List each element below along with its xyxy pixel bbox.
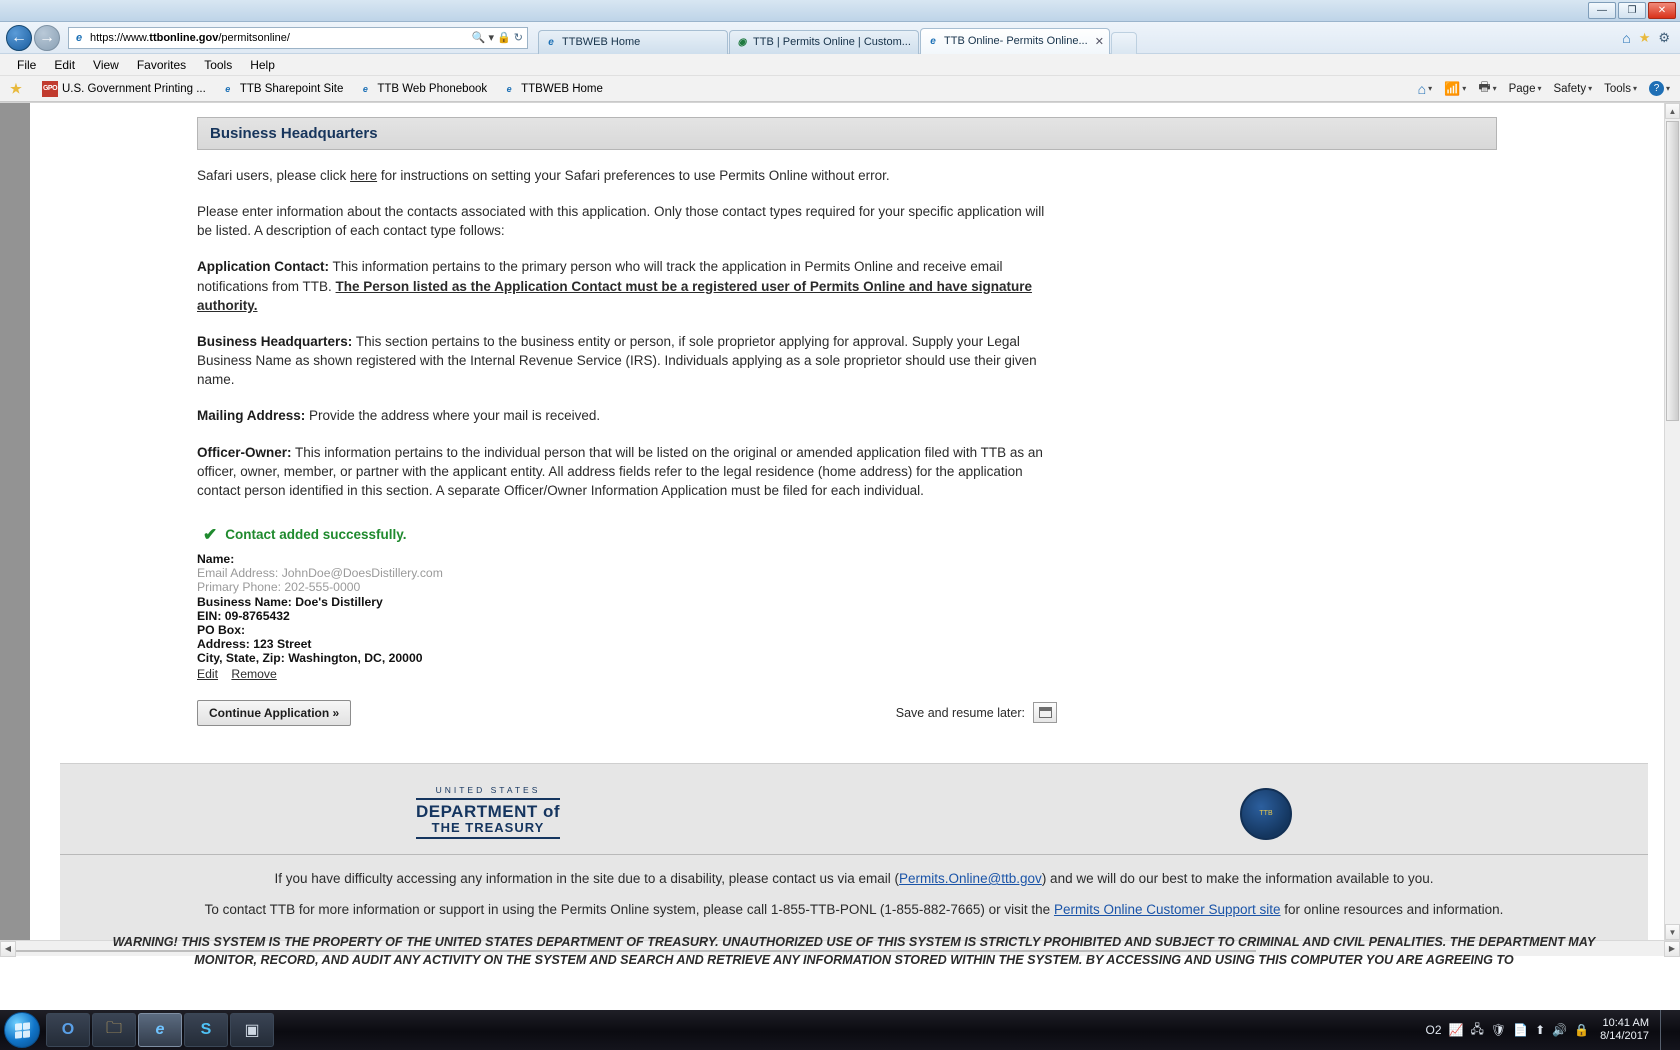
page-footer xyxy=(60,763,1648,968)
back-button[interactable]: ← xyxy=(6,25,32,51)
safari-instructions-link[interactable]: here xyxy=(350,168,378,183)
application-contact-label: Application Contact: xyxy=(197,259,329,275)
favorite-ttb-sharepoint-site[interactable]: e TTB Sharepoint Site xyxy=(220,81,344,97)
skype-icon: S xyxy=(200,1021,212,1038)
ttb-seal-icon: TTB xyxy=(1240,788,1292,840)
page-viewport xyxy=(0,102,1680,968)
home-button[interactable] xyxy=(1414,80,1436,98)
tray-icon-document[interactable]: 📄 xyxy=(1513,1023,1529,1037)
contact-phone-row: Primary Phone: 202-555-0000 xyxy=(197,580,361,595)
tray-icon-o2[interactable]: O2 xyxy=(1425,1023,1442,1037)
window-titlebar xyxy=(0,0,1680,22)
contact-address-row: Address: 123 Street xyxy=(197,637,312,652)
scroll-left-arrow-icon[interactable]: ◀ xyxy=(0,941,16,957)
maximize-button[interactable]: ❐ xyxy=(1618,2,1646,19)
contact-pobox-row: PO Box: xyxy=(197,622,246,637)
window-icon: ▣ xyxy=(244,1022,260,1039)
contact-city-state-zip-row: City, State, Zip: Washington, DC, 20000 xyxy=(197,651,423,666)
start-button[interactable] xyxy=(4,1012,40,1048)
gear-icon[interactable]: ⚙ xyxy=(1658,29,1670,45)
customer-support-site-link[interactable]: Permits Online Customer Support site xyxy=(1053,902,1281,917)
favorites-icon[interactable]: ★ xyxy=(1638,29,1651,45)
tab-permits-online-customer[interactable]: ◉ TTB | Permits Online | Custom... xyxy=(729,30,919,54)
outlook-icon: O xyxy=(61,1021,75,1038)
favorite-ttb-web-phonebook[interactable]: e TTB Web Phonebook xyxy=(357,81,487,97)
browser-toolbar-right xyxy=(1622,30,1674,46)
tray-icon-shield[interactable]: 🛡 xyxy=(1490,1023,1507,1037)
form-actions xyxy=(197,700,1057,726)
divider xyxy=(60,854,1648,855)
taskbar-item-window[interactable] xyxy=(230,1013,274,1047)
check-icon: ✔ xyxy=(203,525,218,545)
page-left-gutter xyxy=(0,103,30,940)
system-warning-text: WARNING! THIS SYSTEM IS THE PROPERTY OF THE UNITED STATES DEPARTMENT OF TREASURY. UNAUTHORIZED USE OF THIS SYSTEM IS STRICTLY PROHIBITED AND SUBJECT TO CRIMINAL AND CIVIL PENALITIES. THE DEPARTMENT MAY MONITOR, RECORD, AND AUDIT ANY ACTIVITY ON THE SYSTEM AND SEARCH AND RETRIEVE ANY INFORMATION STORED WITHIN THE SYSTEM. BY ACCESSING AND USING THIS COMPUTER YOU ARE AGREEING TO xyxy=(112,935,1596,968)
menu-favorites[interactable]: Favorites xyxy=(136,57,187,72)
system-tray xyxy=(1426,1010,1676,1050)
safari-notice: Safari users, please click here for instructions on setting your Safari preferences to use Permits Online without error. xyxy=(197,168,890,183)
safety-menu[interactable]: Safety ▾ xyxy=(1553,82,1593,95)
save-and-resume-label: Save and resume later: xyxy=(895,705,1025,720)
gpo-icon: GPO xyxy=(42,81,58,97)
page-content-region xyxy=(30,103,1664,968)
lock-icon: 🔒 xyxy=(497,32,511,44)
chevron-down-icon[interactable]: ▾ xyxy=(1462,84,1467,93)
chevron-down-icon[interactable]: ▾ xyxy=(1632,84,1637,93)
show-desktop-button[interactable] xyxy=(1660,1010,1670,1050)
menu-file[interactable]: File xyxy=(17,57,37,72)
ie-icon: e xyxy=(548,36,554,48)
windows-logo-icon xyxy=(15,1022,30,1039)
application-contact-description: Application Contact: This information pertains to the primary person who will track the application in Permits Online and receive email notifications from TTB. The Person listed as the Application Contact must be a registered user of Permits Online and have signature authority. xyxy=(197,259,1032,313)
save-icon[interactable] xyxy=(1033,702,1057,723)
contact-summary xyxy=(197,553,1497,682)
application-content xyxy=(197,103,1497,726)
menu-help[interactable]: Help xyxy=(250,57,275,72)
taskbar-item-skype[interactable] xyxy=(184,1013,228,1047)
close-icon[interactable]: ✕ xyxy=(1094,35,1104,48)
favorites-star-button[interactable] xyxy=(8,81,28,97)
remove-contact-link[interactable]: Remove xyxy=(231,667,277,682)
contact-business-row: Business Name: Doe's Distillery xyxy=(197,594,383,609)
clock-time: 10:41 AM xyxy=(1602,1017,1649,1030)
ie-icon: e xyxy=(155,1021,165,1038)
permits-online-email-link[interactable]: Permits.Online@ttb.gov xyxy=(899,871,1042,886)
status-banner xyxy=(203,526,1497,543)
ie-icon: e xyxy=(362,83,368,94)
scroll-right-arrow-icon[interactable]: ▶ xyxy=(1664,941,1680,957)
intro-paragraph: Please enter information about the contacts associated with this application. Only those contact types required for your specific application will be listed. A description of each contact type follows: xyxy=(197,204,1045,239)
save-and-resume xyxy=(896,702,1057,723)
close-button[interactable]: ✕ xyxy=(1648,2,1676,19)
contact-actions xyxy=(197,668,1497,681)
ie-icon: e xyxy=(930,35,936,47)
address-bar[interactable] xyxy=(68,27,528,49)
folder-icon: 🗀 xyxy=(105,1019,122,1037)
contact-name-row: Name: xyxy=(197,552,235,567)
chevron-down-icon[interactable]: ▾ xyxy=(1588,84,1593,93)
business-headquarters-description: Business Headquarters: This section pertains to the business entity or person, if sole proprietor applying for approval. Supply your Legal Business Name as shown registered with the Internal Revenue Service (IRS). Individuals applying as a sole proprietor should use their given name. xyxy=(197,333,1037,388)
browser-navigation-bar xyxy=(0,22,1680,54)
tools-menu[interactable]: Tools ▾ xyxy=(1604,82,1637,95)
menu-edit[interactable]: Edit xyxy=(54,57,76,72)
tab-ttbweb-home[interactable]: e TTBWEB Home xyxy=(538,30,728,54)
minimize-button[interactable]: — xyxy=(1588,2,1616,19)
ie-icon: e xyxy=(506,83,512,94)
chevron-down-icon[interactable]: ▾ xyxy=(488,32,495,44)
tray-icon-volume[interactable]: 🔊 xyxy=(1552,1023,1568,1037)
treasury-wordmark: UNITED STATES DEPARTMENT of THE TREASURY xyxy=(416,786,560,842)
tab-strip xyxy=(538,22,1137,54)
chevron-down-icon[interactable]: ▾ xyxy=(1492,84,1497,93)
chevron-down-icon[interactable]: ▾ xyxy=(1537,84,1542,93)
search-icon[interactable]: 🔍 xyxy=(471,32,486,44)
menu-bar xyxy=(0,54,1680,76)
favorites-bar xyxy=(0,76,1680,102)
divider xyxy=(416,798,560,800)
clock-date: 8/14/2017 xyxy=(1600,1030,1649,1042)
tray-icon-updates[interactable]: ⬆ xyxy=(1535,1023,1546,1037)
horizontal-scrollbar-thumb[interactable] xyxy=(16,950,1256,952)
menu-tools[interactable]: Tools xyxy=(204,57,233,72)
address-url: https://www.ttbonline.gov/permitsonline/ xyxy=(90,31,290,44)
edit-contact-link[interactable]: Edit xyxy=(197,667,219,682)
divider xyxy=(416,837,560,839)
command-bar xyxy=(1414,77,1680,101)
footer-logos xyxy=(60,778,1648,850)
print-button[interactable] xyxy=(1474,77,1500,101)
chevron-down-icon[interactable]: ▾ xyxy=(1665,84,1670,93)
accessibility-notice: If you have difficulty accessing any information in the site due to a disability, please contact us via email (Permits.Online@ttb.gov) and we will do our best to make the information available to you. xyxy=(274,871,1434,886)
tray-icon-chart[interactable]: 📈 xyxy=(1448,1023,1464,1037)
chevron-down-icon[interactable]: ▾ xyxy=(1428,84,1433,93)
favorite-ttbweb-home[interactable]: e TTBWEB Home xyxy=(501,81,603,97)
windows-taskbar xyxy=(0,1010,1680,1050)
status-message: Contact added successfully. xyxy=(225,527,407,543)
contact-email-row: Email Address: JohnDoe@DoesDistillery.com xyxy=(197,566,443,581)
tray-icon-network[interactable]: 🖧 xyxy=(1470,1021,1484,1036)
business-headquarters-label: Business Headquarters: xyxy=(197,333,353,349)
tab-ttb-online-permits-online[interactable]: e TTB Online- Permits Online... ✕ xyxy=(920,28,1110,54)
page-title: Business Headquarters xyxy=(197,117,1497,150)
vertical-scrollbar[interactable] xyxy=(1664,103,1680,940)
page-menu[interactable]: Page ▾ xyxy=(1508,82,1542,95)
help-icon: ? xyxy=(1649,81,1664,96)
officer-owner-description: Officer-Owner: This information pertains to the individual person that will be listed on the original or amended application filed with TTB as an officer, owner, member, or partner with the applicant entity. All address fields refer to the legal residence (home address) for the application contact person identified in this section. A separate Officer/Owner Information Application must be filed for each individual. xyxy=(197,444,1043,498)
green-site-icon: ◉ xyxy=(737,36,747,48)
star-icon: ★ xyxy=(10,80,22,96)
contact-ein-row: EIN: 09-8765432 xyxy=(197,608,290,623)
scroll-up-arrow-icon[interactable]: ▲ xyxy=(1665,103,1680,119)
mailing-address-label: Mailing Address: xyxy=(197,408,306,424)
print-icon: 🖶 xyxy=(1478,78,1491,94)
application-contact-emphasis: The Person listed as the Application Contact must be a registered user of Permits Online and have signature authority. xyxy=(197,278,1032,313)
new-tab-button[interactable] xyxy=(1111,32,1137,54)
mailing-address-description: Mailing Address: Provide the address where your mail is received. xyxy=(197,408,601,424)
forward-button[interactable]: → xyxy=(34,25,60,51)
support-notice: To contact TTB for more information or support in using the Permits Online system, please call 1-855-TTB-PONL (1-855-882-7665) or visit the Permits Online Customer Support site for online resources and information. xyxy=(204,902,1504,917)
refresh-icon[interactable]: ↻ xyxy=(513,32,523,44)
ie-icon: e xyxy=(225,83,231,94)
continue-application-button[interactable]: Continue Application » xyxy=(197,700,351,726)
feeds-button[interactable] xyxy=(1440,80,1470,98)
feed-icon: 📶 xyxy=(1444,80,1461,96)
officer-owner-label: Officer-Owner: xyxy=(197,444,292,460)
favorite-us-government-printing[interactable]: GPO U.S. Government Printing ... xyxy=(42,82,206,95)
taskbar-item-internet-explorer[interactable] xyxy=(138,1013,182,1047)
home-icon[interactable]: ⌂ xyxy=(1622,29,1631,46)
tray-icon-lock[interactable]: 🔒 xyxy=(1574,1023,1590,1037)
vertical-scrollbar-thumb[interactable] xyxy=(1666,121,1679,421)
taskbar-clock[interactable] xyxy=(1596,1017,1649,1042)
ie-icon: e xyxy=(75,31,83,44)
home-icon: ⌂ xyxy=(1417,80,1427,97)
taskbar-item-outlook[interactable] xyxy=(46,1013,90,1047)
taskbar-item-explorer[interactable] xyxy=(92,1013,136,1047)
scroll-down-arrow-icon[interactable]: ▼ xyxy=(1665,924,1680,940)
help-menu[interactable] xyxy=(1645,80,1674,97)
menu-view[interactable]: View xyxy=(93,57,119,72)
